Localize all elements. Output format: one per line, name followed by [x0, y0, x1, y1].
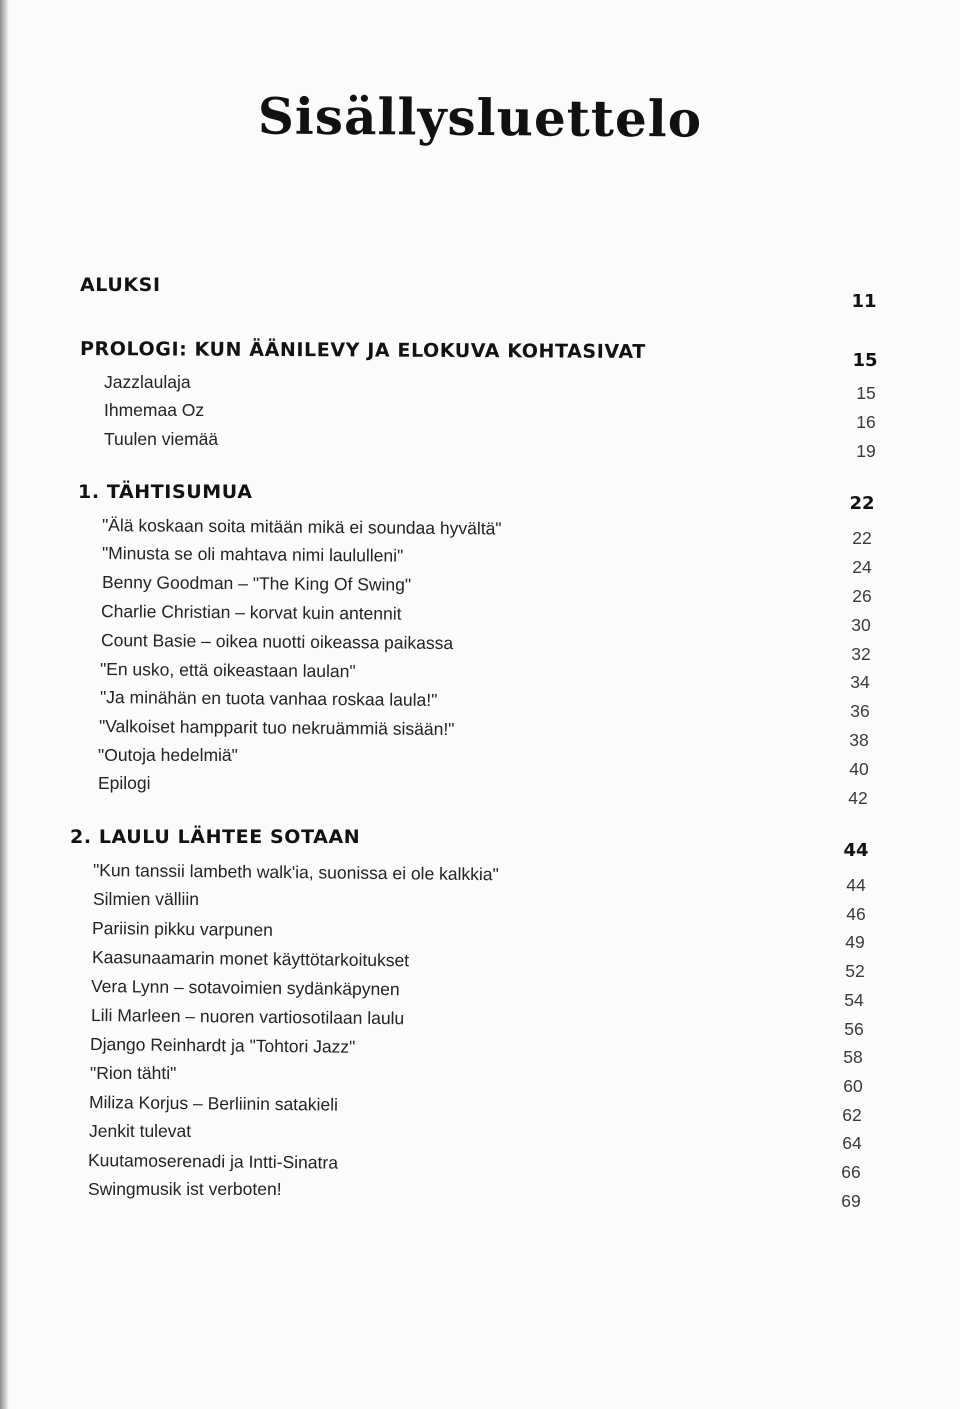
toc-item-page: 32	[851, 644, 871, 664]
section-page-aluksi: 11	[851, 291, 877, 312]
toc-item-page: 58	[843, 1047, 863, 1067]
toc-item-title: Miliza Korjus – Berliinin satakieli	[88, 1092, 339, 1115]
section-page-tahtisumua: 22	[849, 493, 875, 514]
toc-item-page: 56	[844, 1019, 864, 1039]
page-edge-shadow	[0, 0, 9, 1409]
section-heading-aluksi: ALUKSI	[80, 274, 161, 296]
toc-item-page: 60	[843, 1076, 863, 1096]
toc-item-title: Vera Lynn – sotavoimien sydänkäpynen	[90, 976, 400, 1000]
toc-item-page: 54	[844, 990, 864, 1010]
toc-item-page: 34	[850, 672, 870, 692]
toc-item-title: "Kun tanssii lambeth walk'ia, suonissa ei ole kalkkia"	[92, 860, 499, 885]
toc-item-title: "Valkoiset hampparit tuo nekruämmiä sisään!"	[98, 716, 455, 740]
toc-item-page: 66	[841, 1162, 861, 1182]
toc-item-page: 22	[852, 528, 872, 548]
toc-item-page: 64	[842, 1133, 862, 1153]
toc-item-title: Kaasunaamarin monet käyttötarkoitukset	[91, 947, 410, 971]
toc-item-page: 49	[845, 932, 865, 952]
toc-item-page: 69	[841, 1191, 861, 1211]
toc-item-page: 62	[842, 1105, 862, 1125]
toc-item-page: 26	[852, 586, 872, 606]
section-page-prologi: 15	[852, 350, 878, 371]
toc-item-title: Silmien välliin	[93, 889, 200, 909]
toc-item-title: Ihmemaa Oz	[104, 400, 205, 420]
toc-item-title: "Ja minähän en tuota vanhaa roskaa laula!"	[99, 687, 438, 710]
toc-item-page: 36	[850, 701, 870, 721]
toc-item-page: 38	[849, 730, 869, 750]
toc-item-title: "Älä koskaan soita mitään mikä ei soundaa hyvältä"	[101, 515, 502, 539]
toc-item-title: Swingmusik ist verboten!	[88, 1179, 282, 1199]
toc-item-page: 15	[856, 383, 876, 403]
toc-item-page: 16	[856, 412, 876, 432]
toc-item-title: Kuutamoserenadi ja Intti-Sinatra	[87, 1150, 339, 1173]
section-heading-prologi: PROLOGI: KUN ÄÄNILEVY JA ELOKUVA KOHTASIVAT	[79, 338, 646, 363]
toc-item-page: 44	[846, 875, 866, 895]
toc-item-page: 19	[856, 441, 876, 461]
section-page-laulu-lahtee-sotaan: 44	[843, 840, 869, 861]
toc-item-title: Jazzlaulaja	[104, 372, 191, 392]
section-heading-laulu-lahtee-sotaan: 2. LAULU LÄHTEE SOTAAN	[70, 826, 361, 848]
toc-item-title: "En usko, että oikeastaan laulan"	[99, 659, 356, 682]
toc-item-title: Epilogi	[98, 773, 151, 793]
toc-item-page: 40	[849, 759, 869, 779]
toc-item-title: Count Basie – oikea nuotti oikeassa paikassa	[100, 630, 454, 654]
toc-item-page: 30	[851, 615, 871, 635]
toc-item-page: 24	[852, 557, 872, 577]
toc-item-title: Pariisin pikku varpunen	[91, 918, 274, 940]
toc-item-title: Charlie Christian – korvat kuin antennit	[100, 601, 402, 624]
toc-item-title: Django Reinhardt ja "Tohtori Jazz"	[89, 1034, 356, 1057]
toc-item-page: 46	[846, 904, 866, 924]
toc-item-title: Jenkit tulevat	[89, 1121, 192, 1141]
toc-item-title: "Outoja hedelmiä"	[98, 745, 238, 765]
toc-item-page: 52	[845, 961, 865, 981]
toc-item-title: "Rion tähti"	[90, 1063, 177, 1083]
toc-item-title: Lili Marleen – nuoren vartiosotilaan laulu	[90, 1005, 405, 1029]
toc-item-page: 42	[848, 788, 868, 808]
page-title: Sisällysluettelo	[257, 86, 703, 149]
toc-item-title: Tuulen viemää	[104, 429, 219, 449]
section-heading-tahtisumua: 1. TÄHTISUMUA	[78, 481, 253, 503]
toc-item-title: Benny Goodman – "The King Of Swing"	[101, 572, 412, 595]
toc-item-title: "Minusta se oli mahtava nimi laululleni"	[101, 543, 404, 566]
